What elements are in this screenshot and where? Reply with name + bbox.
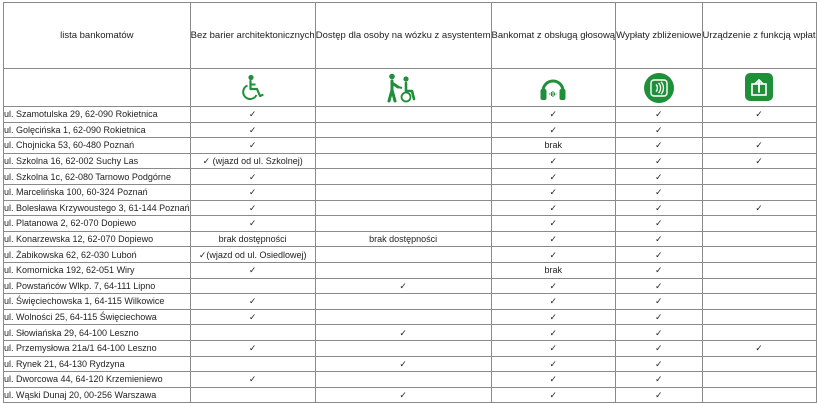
voice-atm-cell: ✓ [491,200,616,216]
table-row [4,387,817,403]
wheelchair-assistant-cell [315,309,491,325]
deposit-cell: ✓ [702,153,816,169]
table-row [4,278,817,294]
deposit-cell [702,169,816,185]
wheelchair-assistant-cell [315,372,491,388]
wheelchair-assistant-cell [315,247,491,263]
contactless-cell: ✓ [616,278,702,294]
table-row [4,372,817,388]
table-row [4,200,817,216]
deposit-cell [702,216,816,232]
barrier-free-cell: ✓ [190,294,315,310]
contactless-cell: ✓ [616,325,702,341]
wheelchair-assistant-cell [315,216,491,232]
icon-row [4,69,817,107]
deposit-cell [702,372,816,388]
wheelchair-assistant-cell [315,294,491,310]
wheelchair-assistant-icon [386,73,420,103]
deposit-cell [702,122,816,138]
contactless-cell: ✓ [616,122,702,138]
voice-atm-cell: ✓ [491,216,616,232]
deposit-cell [702,325,816,341]
table-row [4,340,817,356]
table-row [4,216,817,232]
icon-cell-deposit [702,69,816,107]
barrier-free-cell [190,278,315,294]
contactless-cell: ✓ [616,294,702,310]
contactless-cell: ✓ [616,387,702,403]
contactless-cell: ✓ [616,340,702,356]
barrier-free-cell: ✓ [190,184,315,200]
address-cell: ul. Żabikowska 62, 62-030 Luboń [4,247,191,263]
address-cell: ul. Szkolna 16, 62-002 Suchy Las [4,153,191,169]
deposit-cell [702,231,816,247]
icon-cell-barrier-free [190,69,315,107]
barrier-free-cell: ✓ [190,372,315,388]
contactless-cell: ✓ [616,169,702,185]
address-cell: ul. Słowiańska 29, 64-100 Leszno [4,325,191,341]
voice-atm-cell: ✓ [491,231,616,247]
barrier-free-cell: ✓ [190,169,315,185]
table-row [4,247,817,263]
table-row [4,231,817,247]
barrier-free-cell: ✓ [190,138,315,154]
wheelchair-assistant-cell [315,138,491,154]
table-row [4,309,817,325]
wheelchair-assistant-cell: ✓ [315,278,491,294]
address-cell: ul. Bolesława Krzywoustego 3, 61-144 Poznań [4,200,191,216]
address-cell: ul. Powstańców Wlkp. 7, 64-111 Lipno [4,278,191,294]
voice-atm-cell: ✓ [491,309,616,325]
address-cell: ul. Szkolna 1c, 62-080 Tarnowo Podgórne [4,169,191,185]
deposit-cell [702,247,816,263]
wheelchair-assistant-cell: brak dostępności [315,231,491,247]
address-cell: ul. Golęcińska 1, 62-090 Rokietnica [4,122,191,138]
wheelchair-assistant-cell [315,184,491,200]
icon-cell-empty [4,69,191,107]
barrier-free-cell: ✓ [190,200,315,216]
contactless-cell: ✓ [616,184,702,200]
table-row [4,153,817,169]
voice-atm-cell: brak [491,262,616,278]
contactless-cell: ✓ [616,231,702,247]
deposit-cell: ✓ [702,200,816,216]
header-wheelchair-assistant: Dostęp dla osoby na wózku z asystentem [315,3,491,69]
barrier-free-cell: ✓ [190,122,315,138]
deposit-cell [702,262,816,278]
wheelchair-assistant-cell: ✓ [315,387,491,403]
deposit-cell [702,278,816,294]
voice-atm-cell: ✓ [491,372,616,388]
deposit-cell [702,309,816,325]
header-contactless: Wypłaty zbliżeniowe [616,3,702,69]
deposit-cell: ✓ [702,107,816,123]
deposit-cell [702,184,816,200]
barrier-free-cell: ✓(wjazd od ul. Osiedlowej) [190,247,315,263]
barrier-free-cell: ✓ [190,107,315,123]
address-cell: ul. Wolności 25, 64-115 Święciechowa [4,309,191,325]
contactless-cell: ✓ [616,356,702,372]
voice-atm-cell: ✓ [491,107,616,123]
header-voice-atm: Bankomat z obsługą głosową [491,3,616,69]
table-row [4,169,817,185]
wheelchair-assistant-cell: ✓ [315,356,491,372]
table-row [4,262,817,278]
headphones-icon [538,73,568,103]
barrier-free-cell: ✓ [190,309,315,325]
voice-atm-cell: ✓ [491,356,616,372]
table-row [4,356,817,372]
voice-atm-cell: ✓ [491,278,616,294]
address-cell: ul. Chojnicka 53, 60-480 Poznań [4,138,191,154]
wheelchair-assistant-cell [315,262,491,278]
voice-atm-cell: ✓ [491,247,616,263]
contactless-cell: ✓ [616,107,702,123]
voice-atm-cell: ✓ [491,340,616,356]
address-cell: ul. Przemysłowa 21a/1 64-100 Leszno [4,340,191,356]
deposit-cell [702,387,816,403]
icon-cell-voice [491,69,616,107]
contactless-cell: ✓ [616,216,702,232]
address-cell: ul. Dworcowa 44, 64-120 Krzemieniewo [4,372,191,388]
contactless-cell: ✓ [616,309,702,325]
barrier-free-cell [190,387,315,403]
header-address: lista bankomatów [4,3,191,69]
table-row [4,184,817,200]
wheelchair-assistant-cell [315,153,491,169]
atm-list-table [3,2,817,403]
cash-deposit-icon [745,73,773,101]
wheelchair-icon [240,74,266,102]
address-cell: ul. Platanowa 2, 62-070 Dopiewo [4,216,191,232]
header-barrier-free: Bez barier architektonicznych [190,3,315,69]
icon-cell-contactless [616,69,702,107]
voice-atm-cell: ✓ [491,169,616,185]
header-row [4,3,817,69]
table-row [4,107,817,123]
voice-atm-cell: ✓ [491,387,616,403]
address-cell: ul. Święciechowska 1, 64-115 Wilkowice [4,294,191,310]
contactless-icon [644,73,674,103]
voice-atm-cell: ✓ [491,325,616,341]
voice-atm-cell: ✓ [491,184,616,200]
atm-rows [4,107,817,403]
address-cell: ul. Rynek 21, 64-130 Rydzyna [4,356,191,372]
wheelchair-assistant-cell [315,200,491,216]
voice-atm-cell: ✓ [491,153,616,169]
deposit-cell [702,294,816,310]
wheelchair-assistant-cell [315,122,491,138]
table-row [4,138,817,154]
table-row [4,294,817,310]
deposit-cell: ✓ [702,138,816,154]
barrier-free-cell: brak dostępności [190,231,315,247]
address-cell: ul. Konarzewska 12, 62-070 Dopiewo [4,231,191,247]
deposit-cell [702,356,816,372]
barrier-free-cell [190,356,315,372]
icon-cell-wheelchair-assistant [315,69,491,107]
address-cell: ul. Komornicka 192, 62-051 Wiry [4,262,191,278]
wheelchair-assistant-cell [315,107,491,123]
contactless-cell: ✓ [616,200,702,216]
header-deposit: Urządzenie z funkcją wpłat [702,3,816,69]
wheelchair-assistant-cell [315,169,491,185]
contactless-cell: ✓ [616,138,702,154]
table-row [4,122,817,138]
contactless-cell: ✓ [616,372,702,388]
voice-atm-cell: ✓ [491,294,616,310]
address-cell: ul. Marcelińska 100, 60-324 Poznań [4,184,191,200]
contactless-cell: ✓ [616,262,702,278]
barrier-free-cell: ✓ (wjazd od ul. Szkolnej) [190,153,315,169]
table-row [4,325,817,341]
voice-atm-cell: brak [491,138,616,154]
wheelchair-assistant-cell: ✓ [315,325,491,341]
barrier-free-cell: ✓ [190,340,315,356]
wheelchair-assistant-cell [315,340,491,356]
barrier-free-cell [190,325,315,341]
barrier-free-cell: ✓ [190,216,315,232]
address-cell: ul. Wąski Dunaj 20, 00-256 Warszawa [4,387,191,403]
deposit-cell: ✓ [702,340,816,356]
address-cell: ul. Szamotulska 29, 62-090 Rokietnica [4,107,191,123]
contactless-cell: ✓ [616,153,702,169]
contactless-cell: ✓ [616,247,702,263]
barrier-free-cell: ✓ [190,262,315,278]
voice-atm-cell: ✓ [491,122,616,138]
